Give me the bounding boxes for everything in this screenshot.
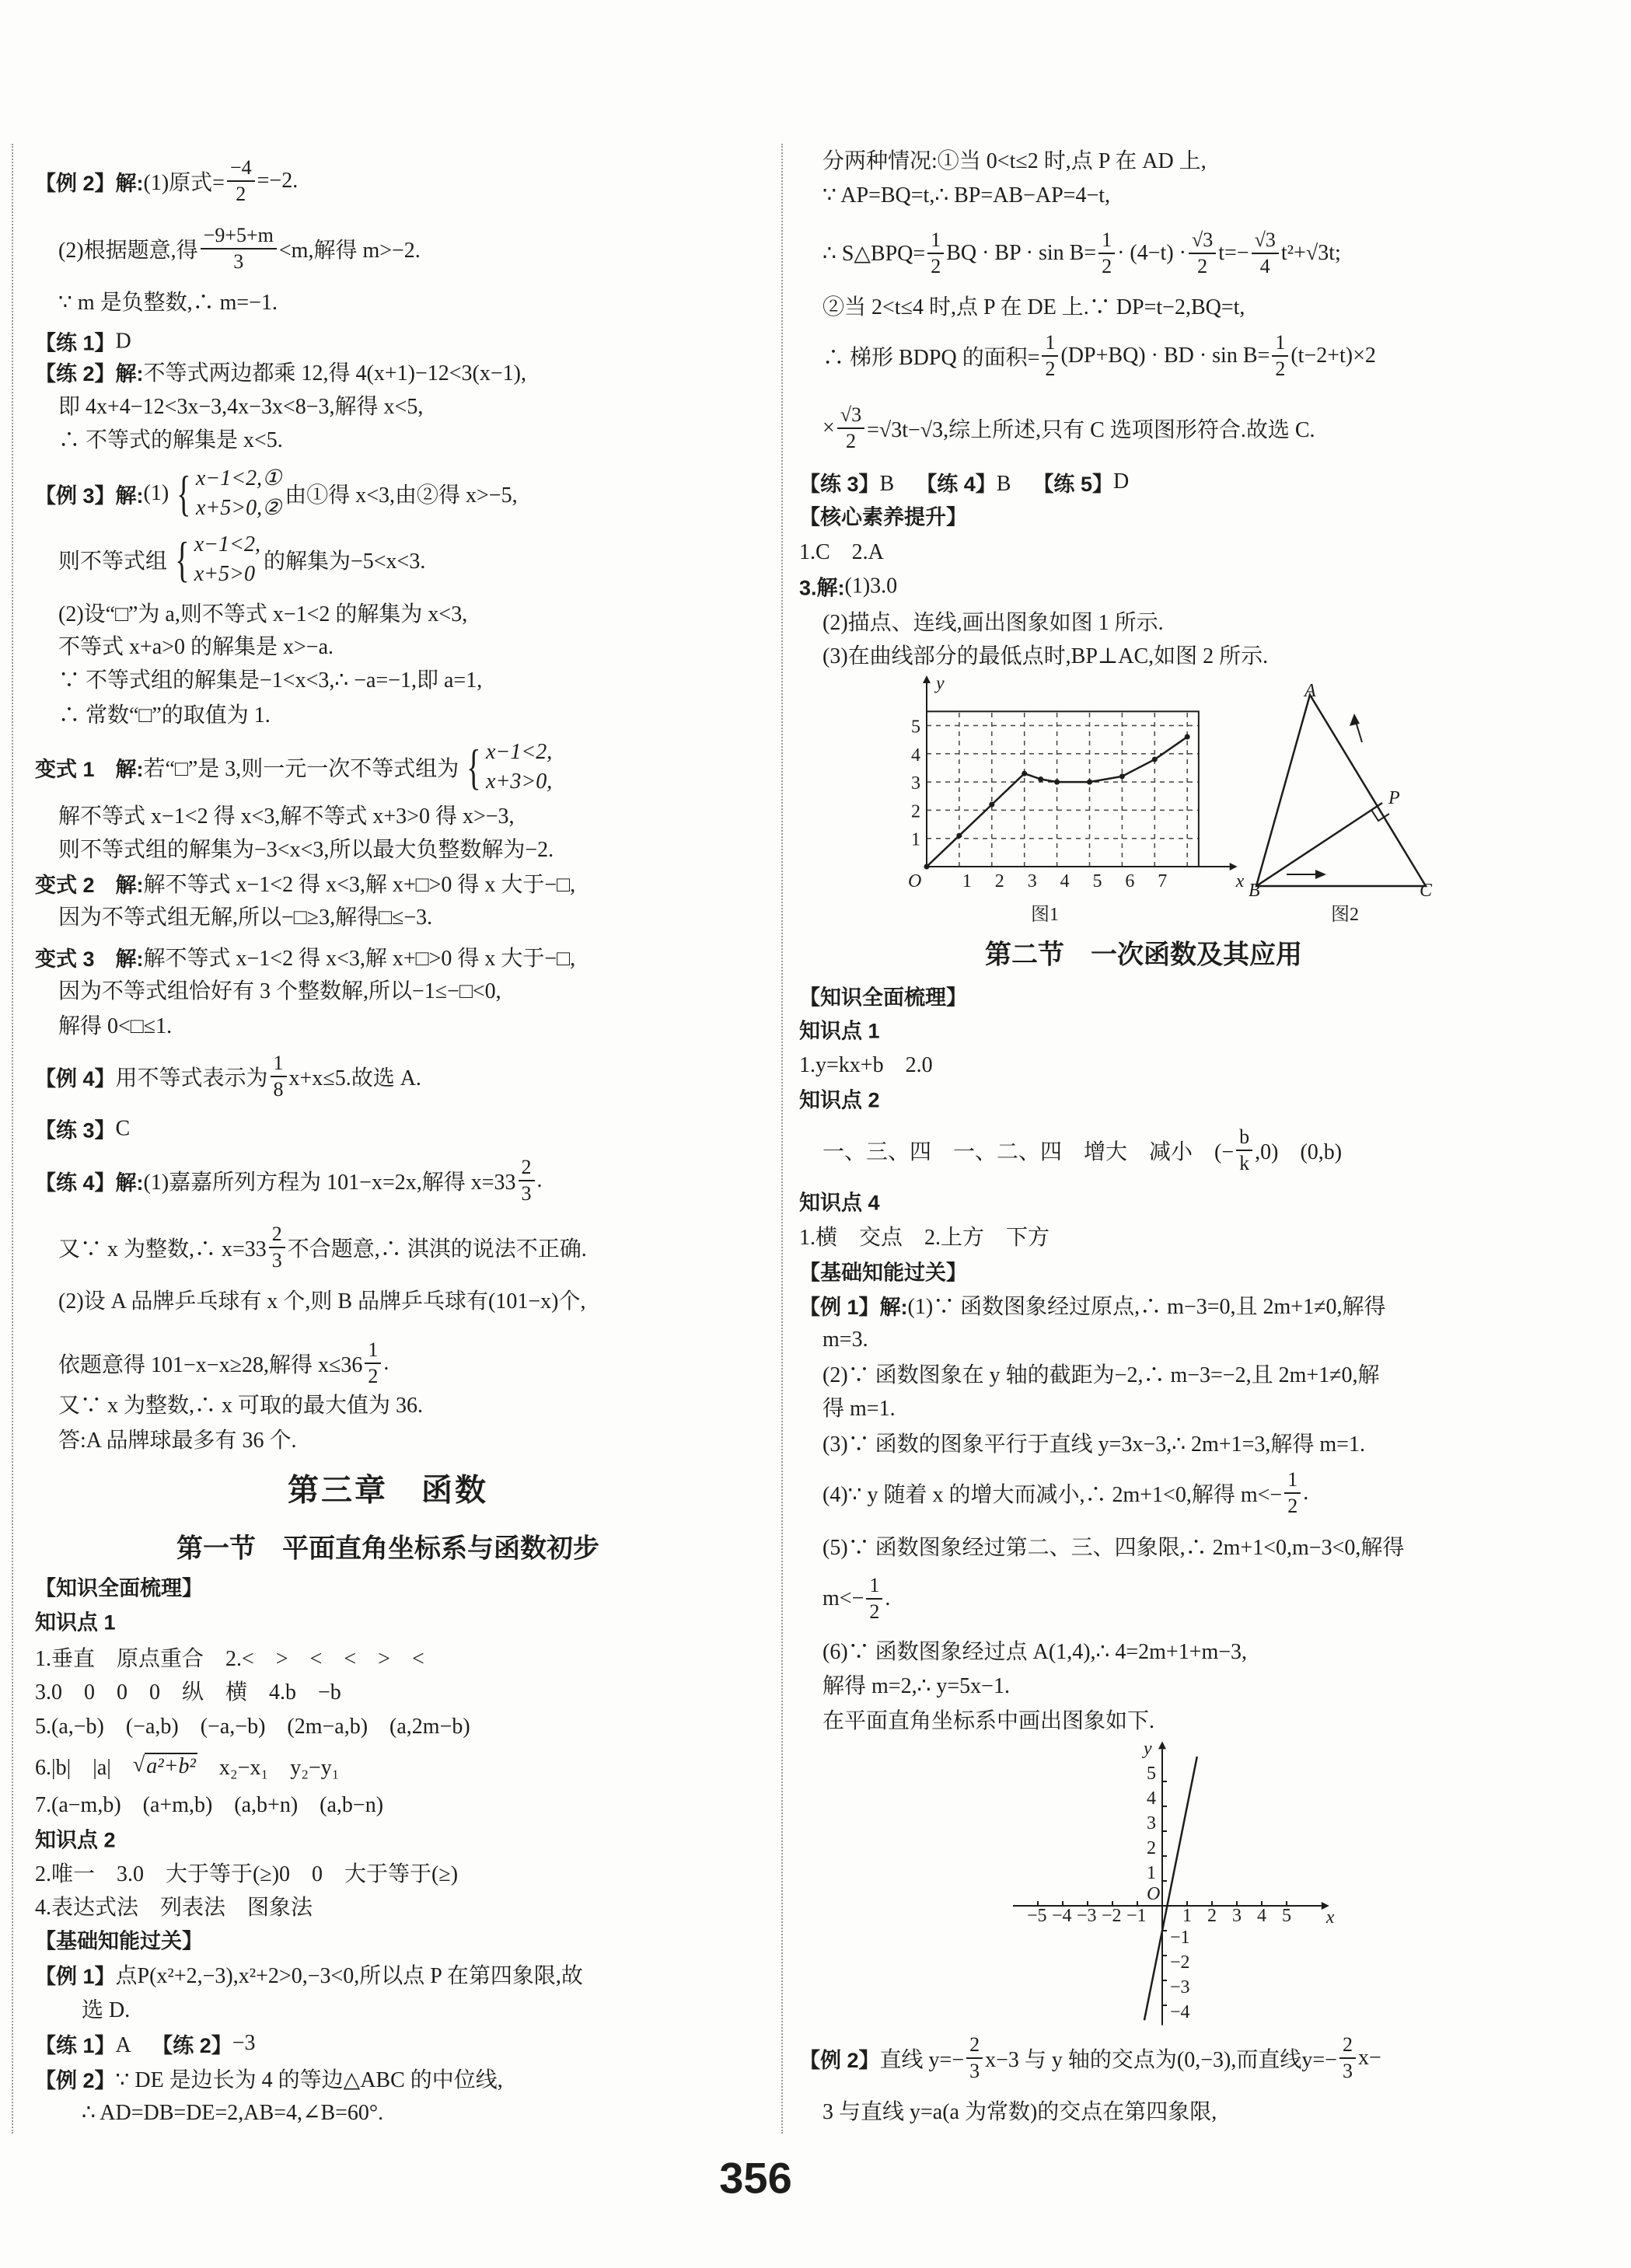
- text: ×: [822, 416, 835, 440]
- text: m=3.: [822, 1328, 868, 1352]
- y-tick-label: 1: [1147, 1863, 1156, 1883]
- text: 解得 m=2,∴ y=5x−1.: [822, 1674, 1010, 1698]
- bold-label: 3.解:: [799, 576, 845, 600]
- text: −3: [232, 2031, 256, 2055]
- text: 因为不等式组无解,所以−□≥3,解得□≤−3.: [58, 905, 433, 930]
- text: x+x≤5.故选 A.: [288, 1066, 421, 1090]
- section-title: 第一节 平面直角坐标系与函数初步: [176, 1534, 599, 1564]
- text: 3 与直线 y=a(a 为常数)的交点在第四象限,: [822, 2100, 1217, 2124]
- text: 解不等式 x−1<2 得 x<3,解 x+□>0 得 x 大于−□,: [143, 873, 576, 897]
- text: .: [885, 1586, 891, 1610]
- numerator: −4: [227, 155, 255, 182]
- bold-label: 【例 4】: [35, 1066, 116, 1090]
- text: BQ · BP · sin B=: [946, 241, 1097, 265]
- text: 不等式 x+a>0 的解集是 x>−a.: [58, 635, 334, 659]
- y-tick-label: 3: [1147, 1813, 1156, 1834]
- text: (1)原式=: [143, 171, 225, 195]
- text: 用不等式表示为: [115, 1066, 268, 1090]
- text: .: [536, 1168, 543, 1192]
- text: 分两种情况:①当 0<t≤2 时,点 P 在 AD 上,: [822, 149, 1207, 173]
- bold-label: 【例 3】解:: [35, 483, 144, 508]
- text: ∴ 常数“□”的取值为 1.: [58, 703, 271, 728]
- bold-label: 知识点 4: [799, 1191, 880, 1215]
- data-point: [924, 864, 930, 870]
- bold-label: 知识点 1: [799, 1019, 880, 1043]
- numerator: b: [1236, 1125, 1252, 1151]
- y-tick-label: 5: [1147, 1764, 1156, 1784]
- y-axis-arrow-icon: [1158, 1741, 1166, 1749]
- text: (5)∵ 函数图象经过第二、三、四象限,∴ 2m+1<0,m−3<0,解得: [822, 1536, 1405, 1560]
- text: (2)∵ 函数图象在 y 轴的截距为−2,∴ m−3=−2,且 2m+1≠0,解: [822, 1363, 1380, 1387]
- text: (3)在曲线部分的最低点时,BP⊥AC,如图 2 所示.: [822, 644, 1269, 668]
- text: (1)3.0: [844, 574, 898, 598]
- text: ∵ m 是负整数,∴ m=−1.: [58, 291, 278, 315]
- text: t²+√3t;: [1280, 241, 1341, 265]
- numerator: 1: [1272, 330, 1288, 357]
- denominator: 2: [845, 430, 856, 452]
- bold-label: 【练 5】: [1032, 472, 1113, 496]
- text: C: [115, 1116, 131, 1140]
- y-tick-label: −1: [1170, 1928, 1190, 1948]
- x-tick-label: 3: [1232, 1906, 1242, 1926]
- x-tick-label: −1: [1126, 1906, 1147, 1926]
- system-row: x−1<2,: [194, 532, 260, 557]
- text: (DP+BQ) · BD · sin B=: [1060, 344, 1270, 368]
- text: 6.|b| |a|: [35, 1756, 133, 1780]
- text: 则不等式组: [58, 550, 168, 574]
- data-point: [1119, 773, 1125, 779]
- label-p: P: [1388, 788, 1400, 808]
- text: 2.唯一 3.0 大于等于(≥)0 0 大于等于(≥): [35, 1862, 459, 1886]
- numerator: 1: [866, 1573, 882, 1600]
- triangle-abc: [1256, 695, 1426, 886]
- text: 选 D.: [82, 1998, 131, 2022]
- section-title-2: 第二节 一次函数及其应用: [985, 940, 1302, 970]
- denominator: 2: [1287, 1495, 1298, 1517]
- text: ∴ AD=DB=DE=2,AB=4,∠B=60°.: [82, 2101, 384, 2125]
- denominator: k: [1239, 1152, 1250, 1174]
- text: 解得 0<□≤1.: [58, 1014, 173, 1038]
- x-tick-label: −5: [1027, 1906, 1047, 1926]
- bold-label: 【练 3】: [799, 472, 880, 496]
- bold-label: 【练 1】: [35, 2033, 116, 2057]
- data-point: [1185, 734, 1190, 740]
- y-tick-label: 5: [911, 717, 920, 738]
- data-point: [989, 802, 994, 808]
- x-tick-label: 6: [1125, 871, 1135, 891]
- x-tick-label: 1: [1182, 1906, 1192, 1926]
- text: 若“□”是 3,则一元一次不等式组为: [143, 757, 459, 781]
- denominator: 2: [368, 1365, 379, 1387]
- text: x−3 与 y 轴的交点为(0,−3),而直线y=−: [985, 2048, 1337, 2072]
- y-tick-label: 2: [911, 801, 920, 822]
- brace-icon: {: [466, 739, 481, 794]
- y-axis-arrow-icon: [923, 675, 931, 683]
- x-tick-label: 7: [1158, 871, 1168, 891]
- text: 又∵ x 为整数,∴ x 可取的最大值为 36.: [58, 1394, 424, 1418]
- y-tick-label: 1: [911, 829, 920, 850]
- denominator: 2: [1275, 358, 1286, 380]
- text: 一、三、四 一、二、四 增大 减小 (−: [822, 1140, 1235, 1164]
- figure-3-linear-graph: [1013, 1739, 1335, 2025]
- denominator: 2: [1102, 255, 1112, 277]
- text: (4)∵ y 随着 x 的增大而减小,∴ 2m+1<0,解得 m<−: [822, 1483, 1283, 1507]
- denominator: 4: [1259, 255, 1270, 277]
- bold-label: 变式 3 解:: [35, 947, 144, 971]
- text: (3)∵ 函数的图象平行于直线 y=3x−3,∴ 2m+1=3,解得 m=1.: [822, 1432, 1365, 1457]
- figure-1-caption: 图1: [1031, 905, 1059, 925]
- text: 得 m=1.: [822, 1397, 896, 1421]
- numerator: 1: [365, 1338, 381, 1364]
- text: (1)∵ 函数图象经过原点,∴ m−3=0,且 2m+1≠0,解得: [907, 1295, 1386, 1319]
- text: (1): [143, 481, 169, 505]
- text: ∴ 不等式的解集是 x<5.: [58, 428, 283, 452]
- bold-label: 【练 4】: [916, 472, 997, 496]
- numerator: 2: [1339, 2032, 1356, 2059]
- numerator: 1: [1284, 1467, 1301, 1494]
- bold-label: 【例 2】: [799, 2048, 880, 2072]
- y-tick-label: 2: [1147, 1838, 1156, 1858]
- x-tick-label: 3: [1027, 871, 1037, 891]
- text: t=−: [1218, 241, 1249, 265]
- text: B: [996, 472, 1033, 496]
- text: 7.(a−m,b) (a+m,b) (a,b+n) (a,b−n): [35, 1793, 384, 1817]
- x-tick-label: −4: [1052, 1906, 1072, 1926]
- page-number: 356: [719, 2153, 792, 2203]
- numerator: √3: [1252, 228, 1279, 254]
- y-axis-label: y: [936, 673, 945, 694]
- text: 在平面直角坐标系中画出图象如下.: [822, 1709, 1155, 1733]
- bold-label: 【例 2】: [35, 2068, 116, 2092]
- chapter-title: 第三章 函数: [288, 1473, 488, 1508]
- text: 依题意得 101−x−x≥28,解得 x≤36: [58, 1353, 363, 1377]
- denominator: 2: [1045, 358, 1056, 380]
- numerator: 1: [1042, 330, 1058, 357]
- numerator: 1: [1098, 228, 1115, 254]
- arrow-head-icon: [1315, 870, 1326, 879]
- text: =√3t−√3,综上所述,只有 C 选项图形符合.故选 C.: [867, 418, 1315, 442]
- numerator: 1: [271, 1051, 287, 1077]
- x-tick-label: 5: [1092, 871, 1102, 891]
- bold-label: 变式 2 解:: [35, 873, 144, 897]
- x-tick-label: 5: [1282, 1906, 1291, 1926]
- text: 又∵ x 为整数,∴ x=33: [58, 1237, 267, 1261]
- denominator: 2: [236, 183, 246, 205]
- y-tick-label: 4: [1147, 1788, 1156, 1809]
- bold-label: 【知识全面梳理】: [799, 986, 967, 1010]
- text: D: [1112, 469, 1130, 494]
- denominator: 3: [1342, 2060, 1353, 2082]
- text: D: [115, 329, 131, 353]
- x-axis-arrow-icon: [1230, 863, 1238, 871]
- text: .: [1303, 1481, 1309, 1505]
- text: 1.y=kx+b 2.0: [799, 1053, 933, 1077]
- text: (2)根据题意,得: [58, 239, 198, 263]
- data-point: [1022, 771, 1027, 776]
- system-row: x−1<2,: [486, 740, 553, 764]
- radicand: a²+b²: [146, 1754, 196, 1778]
- numerator: √3: [1189, 228, 1216, 254]
- data-point: [1087, 780, 1092, 785]
- y-tick-label: 3: [911, 773, 920, 794]
- denominator: 2: [931, 255, 941, 277]
- data-point: [956, 833, 962, 839]
- brace-icon: {: [175, 532, 190, 587]
- denominator: 3: [969, 2060, 980, 2082]
- x-tick-label: 4: [1257, 1906, 1266, 1926]
- y-tick-label: −3: [1170, 1977, 1190, 1998]
- text: 4.表达式法 列表法 图象法: [35, 1896, 313, 1920]
- text: 答:A 品牌球最多有 36 个.: [58, 1429, 297, 1453]
- denominator: 3: [271, 1249, 282, 1272]
- denominator: 3: [233, 250, 244, 273]
- system-row: x+5>0: [194, 562, 255, 586]
- bold-label: 【练 3】: [35, 1118, 116, 1143]
- text: 1.C 2.A: [799, 540, 884, 564]
- text: ②当 2<t≤4 时,点 P 在 DE 上.∵ DP=t−2,BQ=t,: [822, 295, 1245, 319]
- bold-label: 【核心素养提升】: [799, 505, 967, 529]
- numerator: −9+5+m: [201, 223, 277, 249]
- bold-label: 【练 4】解:: [35, 1171, 144, 1195]
- figure-2-caption: 图2: [1331, 905, 1359, 925]
- grid-frame: [927, 711, 1199, 867]
- bold-label: 【基础知能过关】: [799, 1261, 967, 1285]
- denominator: 2: [1197, 255, 1208, 277]
- text: x−: [1357, 2046, 1381, 2070]
- text: ∵ AP=BQ=t,∴ BP=AB−AP=4−t,: [822, 183, 1111, 208]
- radical-icon: √: [132, 1753, 145, 1777]
- data-point: [1152, 757, 1158, 762]
- text: ∴ S△BPQ=: [822, 242, 926, 266]
- text: ∴ 梯形 BDPQ 的面积=: [822, 346, 1040, 370]
- numerator: √3: [837, 403, 864, 429]
- origin-label: O: [1147, 1884, 1161, 1904]
- label-b: B: [1249, 881, 1260, 901]
- system-row: x−1<2,①: [195, 466, 282, 490]
- bold-label: 变式 1 解:: [35, 757, 144, 781]
- x-axis-label: x: [1325, 1907, 1335, 1928]
- text: 则不等式组的解集为−3<x<3,所以最大负整数解为−2.: [58, 838, 554, 862]
- x-tick-label: 1: [962, 871, 972, 891]
- denominator: 8: [273, 1078, 284, 1101]
- text: (1)嘉嘉所列方程为 101−x=2x,解得 x=33: [143, 1171, 516, 1195]
- arrow-head-icon: [1350, 714, 1360, 726]
- text: 解不等式 x−1<2 得 x<3,解 x+□>0 得 x 大于−□,: [143, 947, 576, 971]
- numerator: 2: [519, 1155, 535, 1181]
- system-row: x+3>0,: [486, 769, 553, 794]
- text: 的解集为−5<x<3.: [263, 550, 426, 574]
- numerator: 1: [927, 228, 944, 254]
- text: 点P(x²+2,−3),x²+2>0,−3<0,所以点 P 在第四象限,故: [115, 1964, 583, 1988]
- brace-icon: {: [176, 466, 191, 521]
- figure-1-graph: [908, 673, 1245, 925]
- bold-label: 【练 2】解:: [35, 361, 144, 386]
- label-a: A: [1304, 681, 1316, 701]
- x-tick-label: 2: [994, 871, 1004, 891]
- bold-label: 【知识全面梳理】: [35, 1576, 203, 1600]
- x-axis-label: x: [1235, 871, 1245, 891]
- numerator: 2: [269, 1222, 285, 1248]
- denominator: 3: [521, 1182, 532, 1205]
- system-row: x+5>0,②: [195, 496, 282, 520]
- bold-label: 知识点 2: [799, 1088, 880, 1112]
- y-tick-label: 4: [911, 745, 920, 766]
- bold-label: 【基础知能过关】: [35, 1929, 203, 1953]
- y-axis-label: y: [1144, 1738, 1152, 1759]
- bold-label: 知识点 1: [35, 1610, 116, 1635]
- text: 1.垂直 原点重合 2.< > < < > <: [35, 1647, 424, 1671]
- text: 不等式两边都乘 12,得 4(x+1)−12<3(x−1),: [143, 361, 526, 386]
- x-tick-label: 2: [1207, 1906, 1217, 1926]
- text: · (4−t) ·: [1117, 241, 1186, 265]
- text: 即 4x+4−12<3x−3,4x−3x<8−3,解得 x<5,: [58, 395, 424, 419]
- bold-label: 【例 1】解:: [799, 1295, 908, 1319]
- text: (2)设 A 品牌乒乓球有 x 个,则 B 品牌乒乓球有(101−x)个,: [58, 1289, 586, 1314]
- bold-label: 知识点 2: [35, 1828, 116, 1852]
- bold-label: 【例 1】: [35, 1964, 116, 1988]
- text: 直线 y=−: [879, 2048, 965, 2072]
- text: ∵ DE 是边长为 4 的等边△ABC 的中位线,: [115, 2068, 503, 2092]
- x-tick-label: −3: [1077, 1906, 1097, 1926]
- text: B: [879, 472, 917, 496]
- text: m<−: [822, 1586, 864, 1610]
- text: ,0) (0,b): [1255, 1140, 1343, 1164]
- text: (t−2+t)×2: [1290, 344, 1376, 368]
- bold-label: 【例 2】解:: [35, 171, 144, 195]
- text: .: [383, 1351, 389, 1375]
- text: 5.(a,−b) (−a,b) (−a,−b) (2m−a,b) (a,2m−b): [35, 1715, 470, 1739]
- text: (6)∵ 函数图象经过点 A(1,4),∴ 4=2m+1+m−3,: [822, 1640, 1248, 1664]
- y-tick-label: −2: [1170, 1952, 1190, 1973]
- text: A: [115, 2033, 152, 2057]
- data-point: [1038, 776, 1043, 782]
- text: 1.横 交点 2.上方 下方: [799, 1226, 1050, 1250]
- text: 不合题意,∴ 淇淇的说法不正确.: [287, 1237, 587, 1261]
- bold-label: 【练 1】: [35, 331, 116, 355]
- origin-label: O: [908, 871, 922, 891]
- text: 由①得 x<3,由②得 x>−5,: [285, 483, 518, 508]
- bold-label: 【练 2】: [152, 2033, 232, 2057]
- denominator: 2: [869, 1600, 880, 1623]
- y-tick-label: −4: [1170, 2002, 1190, 2022]
- label-c: C: [1420, 881, 1433, 901]
- text: 3.0 0 0 0 纵 横 4.b −b: [35, 1680, 341, 1704]
- numerator: 2: [966, 2032, 983, 2059]
- text: (2)设“□”为 a,则不等式 x−1<2 的解集为 x<3,: [58, 602, 468, 626]
- text: (2)描点、连线,画出图象如图 1 所示.: [822, 611, 1164, 635]
- text: =−2.: [257, 169, 299, 193]
- text: ∵ 不等式组的解集是−1<x<3,∴ −a=−1,即 a=1,: [58, 668, 483, 693]
- text: x₂−x₁ y₂−y₁: [197, 1756, 340, 1780]
- x-tick-label: 4: [1060, 871, 1070, 891]
- text: <m,解得 m>−2.: [278, 239, 421, 263]
- text: 解不等式 x−1<2 得 x<3,解不等式 x+3>0 得 x>−3,: [58, 804, 515, 829]
- x-tick-label: −2: [1102, 1906, 1122, 1926]
- figure-2-triangle: [1249, 681, 1433, 925]
- text: 因为不等式组恰好有 3 个整数解,所以−1≤−□<0,: [58, 979, 501, 1003]
- data-point: [1054, 780, 1060, 785]
